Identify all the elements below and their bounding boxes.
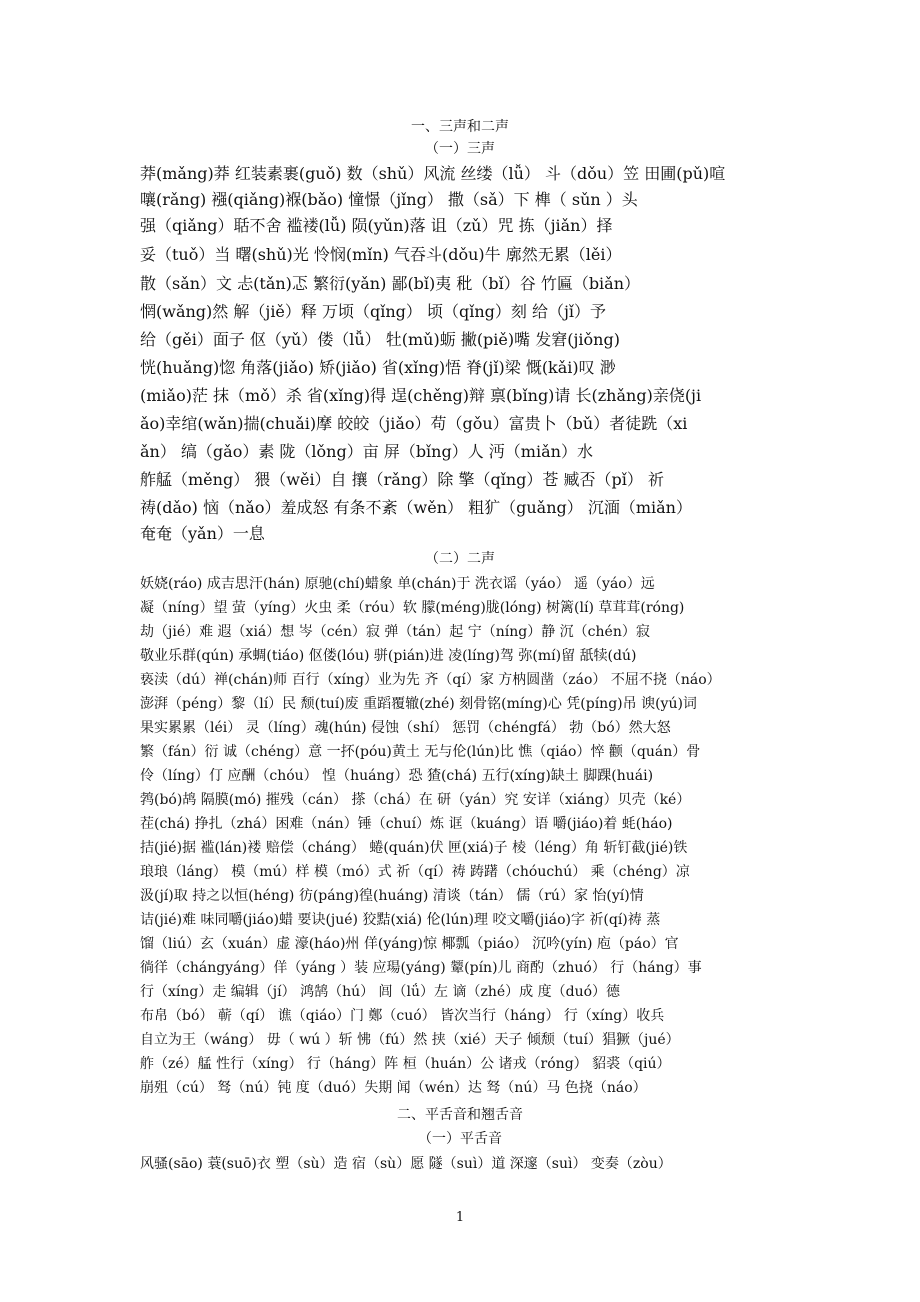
text-line: 繁（fán）衍 诚（chéng）意 一抔(póu)黄土 无与伦(lún)比 憔（qiáo）悴 颧（quán）骨	[140, 744, 701, 760]
text-line: ǎo)幸绾(wǎn)揣(chuǎi)摩 皎皎（jiǎo）苟（gǒu）富贵卜（bǔ）者徒跣（xi	[140, 414, 688, 433]
text-line: 亵渎（dú）禅(chán)师 百行（xíng）业为先 齐（qí）家 方枘圆凿（záo） 不屈不挠（náo）	[140, 672, 721, 688]
text-line: 布帛（bó） 蕲（qí） 谯（qiáo）门 鄭（cuó） 皆次当行（háng） 行（xíng）收兵	[140, 1008, 665, 1024]
text-line: 拮(jié)据 褴(lán)褛 赔偿（cháng） 蜷(quán)伏 匣(xiá)子 棱（léng）角 斩钉截(jié)铁	[140, 840, 688, 856]
text-line: 奄奄（yǎn）一息	[140, 524, 265, 543]
text-line: 舴（zé）艋 性行（xíng） 行（háng）阵 桓（huán）公 诸戎（róng） 貂裘（qiú）	[140, 1056, 671, 1072]
page-number: 1	[455, 1210, 465, 1225]
text-line: 给（gěi）面子 伛（yǔ）偻（lǚ） 牡(mǔ)蛎 撇(piě)嘴 发窘(jiǒng)	[140, 330, 620, 349]
text-line: 莽(mǎng)莽 红装素裹(guǒ) 数（shǔ）风流 丝缕（lǚ） 斗（dǒu）笠 田圃(pǔ)喧	[140, 164, 726, 183]
heading-flat-tongue: （一）平舌音	[418, 1131, 502, 1147]
text-line: 敬业乐群(qún) 承蜩(tiáo) 伛偻(lóu) 骈(pián)进 凌(líng)驾 弥(mí)留 舐犊(dú)	[140, 648, 637, 664]
text-line: 鹁(bó)鸪 隔膜(mó) 摧残（cán） 搽（chá）在 研（yán）究 安详（xiáng）贝壳（ké）	[140, 792, 691, 808]
text-line: 妥（tuǒ）当 曙(shǔ)光 怜悯(mǐn) 气吞斗(dǒu)牛 廓然无累（lěi）	[140, 245, 622, 264]
text-line: 嚷(rǎng) 襁(qiǎng)褓(bǎo) 憧憬（jǐng） 撒（sǎ）下 榫（ sǔn ）头	[140, 190, 638, 209]
text-line: 舴艋（měng） 猥（wěi）自 攘（rǎng）除 擎（qǐng）苍 臧否（pǐ） 祈	[140, 470, 664, 489]
text-line: 风骚(sāo) 蓑(suō)衣 塑（sù）造 宿（sù）愿 隧（suì）道 深邃（suì） 变奏（zòu）	[140, 1156, 672, 1172]
heading-section-2: 二、平舌音和翘舌音	[397, 1107, 523, 1123]
heading-section-1: 一、三声和二声	[411, 119, 509, 135]
text-line: 行（xíng）走 编辑（jí） 鸿鹄（hú） 闾（lǘ）左 谪（zhé）成 度（duó）德	[140, 984, 621, 1000]
text-line: 凝（níng）望 萤（yíng）火虫 柔（róu）软 朦(méng)胧(lóng) 树篱(lí) 草茸茸(róng)	[140, 600, 685, 616]
text-line: 强（qiǎng）聒不舍 褴褛(lǚ) 陨(yǔn)落 诅（zǔ）咒 拣（jiǎn）择	[140, 216, 613, 235]
text-line: 祷(dǎo) 恼（nǎo）羞成怒 有条不紊（wěn） 粗犷（guǎng） 沉湎（miǎn）	[140, 498, 692, 517]
text-line: 澎湃（péng）黎（lí）民 颓(tuí)废 重蹈覆辙(zhé) 刻骨铭(míng)心 凭(píng)吊 谀(yú)词	[140, 696, 697, 712]
text-line: 徜徉（chángyáng）佯（yáng ）装 应瑒(yáng) 颦(pín)儿 商酌（zhuó） 行（háng）事	[140, 960, 702, 976]
text-line: 恍(huǎng)惚 角落(jiǎo) 矫(jiǎo) 省(xǐng)悟 脊(jǐ)梁 慨(kǎi)叹 渺	[140, 358, 616, 377]
heading-second-tone: （二）二声	[425, 551, 495, 567]
text-line: 琅琅（láng） 模（mú）样 模（mó）式 祈（qí）祷 踌躇（chóuchú） 乘（chéng）凉	[140, 864, 690, 880]
text-line: 崩殂（cú） 驽（nú）钝 度（duó）失期 闻（wén）达 驽（nú）马 色挠（náo）	[140, 1080, 647, 1096]
text-line: ǎn） 缟（gǎo）素 陇（lǒng）亩 屏（bǐng）人 沔（miǎn）水	[140, 442, 593, 461]
text-line: 果实累累（léi） 灵（líng）魂(hún) 侵蚀（shí） 惩罚（chéngfá） 勃（bó）然大怒	[140, 720, 671, 736]
text-line: 汲(jí)取 持之以恒(héng) 彷(páng)徨(huáng) 清谈（tán） 儒（rú）家 怡(yí)情	[140, 888, 644, 904]
text-line: (miǎo)茫 抹（mǒ）杀 省(xǐng)得 逞(chěng)辩 禀(bǐng)请 长(zhǎng)亲侥(ji	[140, 386, 702, 405]
text-line: 自立为王（wáng） 毋（ wú ）斩 怫（fú）然 挟（xié）天子 倾颓（tuí）猖獗（jué）	[140, 1032, 680, 1048]
text-line: 诘(jié)难 味同嚼(jiáo)蜡 要诀(jué) 狡黠(xiá) 伦(lún)理 咬文嚼(jiáo)字 祈(qí)祷 蒸	[140, 912, 661, 928]
text-line: 馏（liú）玄（xuán）虚 濠(háo)州 佯(yáng)惊 椰瓢（piáo） 沉吟(yín) 庖（páo）官	[140, 936, 679, 952]
text-line: 劫（jié）难 遐（xiá）想 岑（cén）寂 弹（tán）起 宁（níng）静 沉（chén）寂	[140, 624, 650, 640]
heading-third-tone: （一）三声	[425, 141, 495, 157]
text-line: 惘(wǎng)然 解（jiě）释 万顷（qǐng） 顷（qǐng）刻 给（jǐ）予	[140, 302, 607, 321]
text-line: 伶（líng）仃 应酬（chóu） 惶（huáng）恐 猹(chá) 五行(xíng)缺土 脚踝(huái)	[140, 768, 654, 784]
text-line: 妖娆(ráo) 成吉思汗(hán) 原驰(chí)蜡象 单(chán)于 洗衣谣（yáo） 遥（yáo）远	[140, 576, 655, 592]
text-line: 散（sǎn）文 忐(tǎn)忑 繁衍(yǎn) 鄙(bǐ)夷 秕（bǐ）谷 竹匾（biǎn）	[140, 274, 641, 293]
text-line: 茬(chá) 挣扎（zhá）困难（nán）锤（chuí）炼 诓（kuáng）语 嚼(jiáo)着 蚝(háo)	[140, 816, 673, 832]
